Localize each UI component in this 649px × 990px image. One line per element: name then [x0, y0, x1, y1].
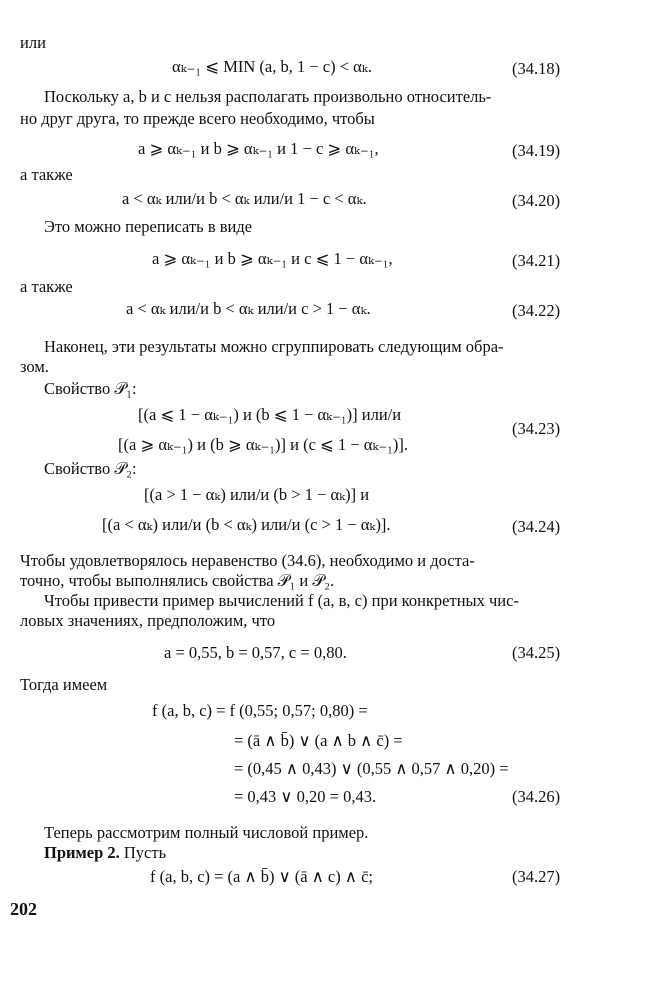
formula-34-18: αₖ₋₁ ⩽ MIN (a, b, 1 − c) < αₖ.: [172, 57, 372, 76]
property-label-p2: Свойство 𝒫₂:: [44, 459, 137, 478]
formula-34-24-line2: [(a < αₖ) или/и (b < αₖ) или/и (c > 1 − αₖ)].: [102, 515, 391, 534]
equation-number-34-22: (34.22): [512, 301, 561, 320]
formula-34-26-line3: = (0,45 ∧ 0,43) ∨ (0,55 ∧ 0,57 ∧ 0,20) =: [234, 759, 509, 778]
paragraph-line: Наконец, эти результаты можно сгруппировать следующим обра-: [44, 337, 504, 356]
paragraph-line: ловых значениях, предположим, что: [20, 611, 276, 630]
text-line-rewrite: Это можно переписать в виде: [44, 217, 253, 236]
property-label-p1: Свойство 𝒫₁:: [44, 379, 137, 398]
equation-number-34-26: (34.26): [512, 787, 561, 806]
formula-34-24-line1: [(a > 1 − αₖ) или/и (b > 1 − αₖ)] и: [144, 485, 370, 504]
equation-number-34-23: (34.23): [512, 419, 561, 438]
formula-34-26-line1: f (a, b, c) = f (0,55; 0,57; 0,80) =: [152, 701, 368, 720]
paragraph-line: зом.: [20, 357, 49, 376]
text-line-also: а также: [20, 165, 73, 184]
equation-number-34-19: (34.19): [512, 141, 561, 160]
page-number: 202: [10, 899, 37, 919]
text-line-then: Тогда имеем: [20, 675, 108, 694]
formula-34-19: a ⩾ αₖ₋₁ и b ⩾ αₖ₋₁ и 1 − c ⩾ αₖ₋₁,: [138, 139, 379, 158]
paragraph-line: Чтобы удовлетворялось неравенство (34.6), необходимо и доста-: [20, 551, 475, 570]
text-line-ili: или: [20, 33, 46, 52]
paragraph-line: Поскольку a, b и c нельзя располагать произвольно относитель-: [44, 87, 492, 106]
equation-number-34-20: (34.20): [512, 191, 561, 210]
formula-34-23-line2: [(a ⩾ αₖ₋₁) и (b ⩾ αₖ₋₁)] и (c ⩽ 1 − αₖ₋₁)].: [118, 435, 409, 454]
formula-34-23-line1: [(a ⩽ 1 − αₖ₋₁) и (b ⩽ 1 − αₖ₋₁)] или/и: [138, 405, 402, 424]
example-heading: [44, 842, 166, 864]
equation-number-34-21: (34.21): [512, 251, 561, 270]
equation-number-34-24: (34.24): [512, 517, 561, 536]
formula-34-27: f (a, b, c) = (a ∧ b̄) ∨ (ā ∧ c) ∧ c̄;: [150, 867, 373, 886]
formula-34-26-line2: = (ā ∧ b̄) ∨ (a ∧ b ∧ c̄) =: [234, 731, 403, 750]
formula-34-21: a ⩾ αₖ₋₁ и b ⩾ αₖ₋₁ и c ⩽ 1 − αₖ₋₁,: [152, 249, 393, 268]
paragraph-line: Чтобы привести пример вычислений f (a, в, c) при конкретных чис-: [44, 591, 519, 610]
formula-34-22: a < αₖ или/и b < αₖ или/и c > 1 − αₖ.: [126, 299, 371, 318]
example-text: Пусть: [119, 843, 167, 862]
equation-number-34-18: (34.18): [512, 59, 561, 78]
formula-34-26-line4: = 0,43 ∨ 0,20 = 0,43.: [234, 787, 377, 806]
paragraph-line: точно, чтобы выполнялись свойства 𝒫₁ и 𝒫₂.: [20, 571, 335, 590]
text-line-also: а также: [20, 277, 73, 296]
paragraph-line: но друг друга, то прежде всего необходимо, чтобы: [20, 109, 375, 128]
equation-number-34-27: (34.27): [512, 867, 561, 886]
example-label: Пример 2.: [44, 843, 120, 862]
formula-34-25: a = 0,55, b = 0,57, c = 0,80.: [164, 643, 347, 662]
formula-34-20: a < αₖ или/и b < αₖ или/и 1 − c < αₖ.: [122, 189, 367, 208]
paragraph-line: Теперь рассмотрим полный числовой пример.: [44, 823, 369, 842]
equation-number-34-25: (34.25): [512, 643, 561, 662]
